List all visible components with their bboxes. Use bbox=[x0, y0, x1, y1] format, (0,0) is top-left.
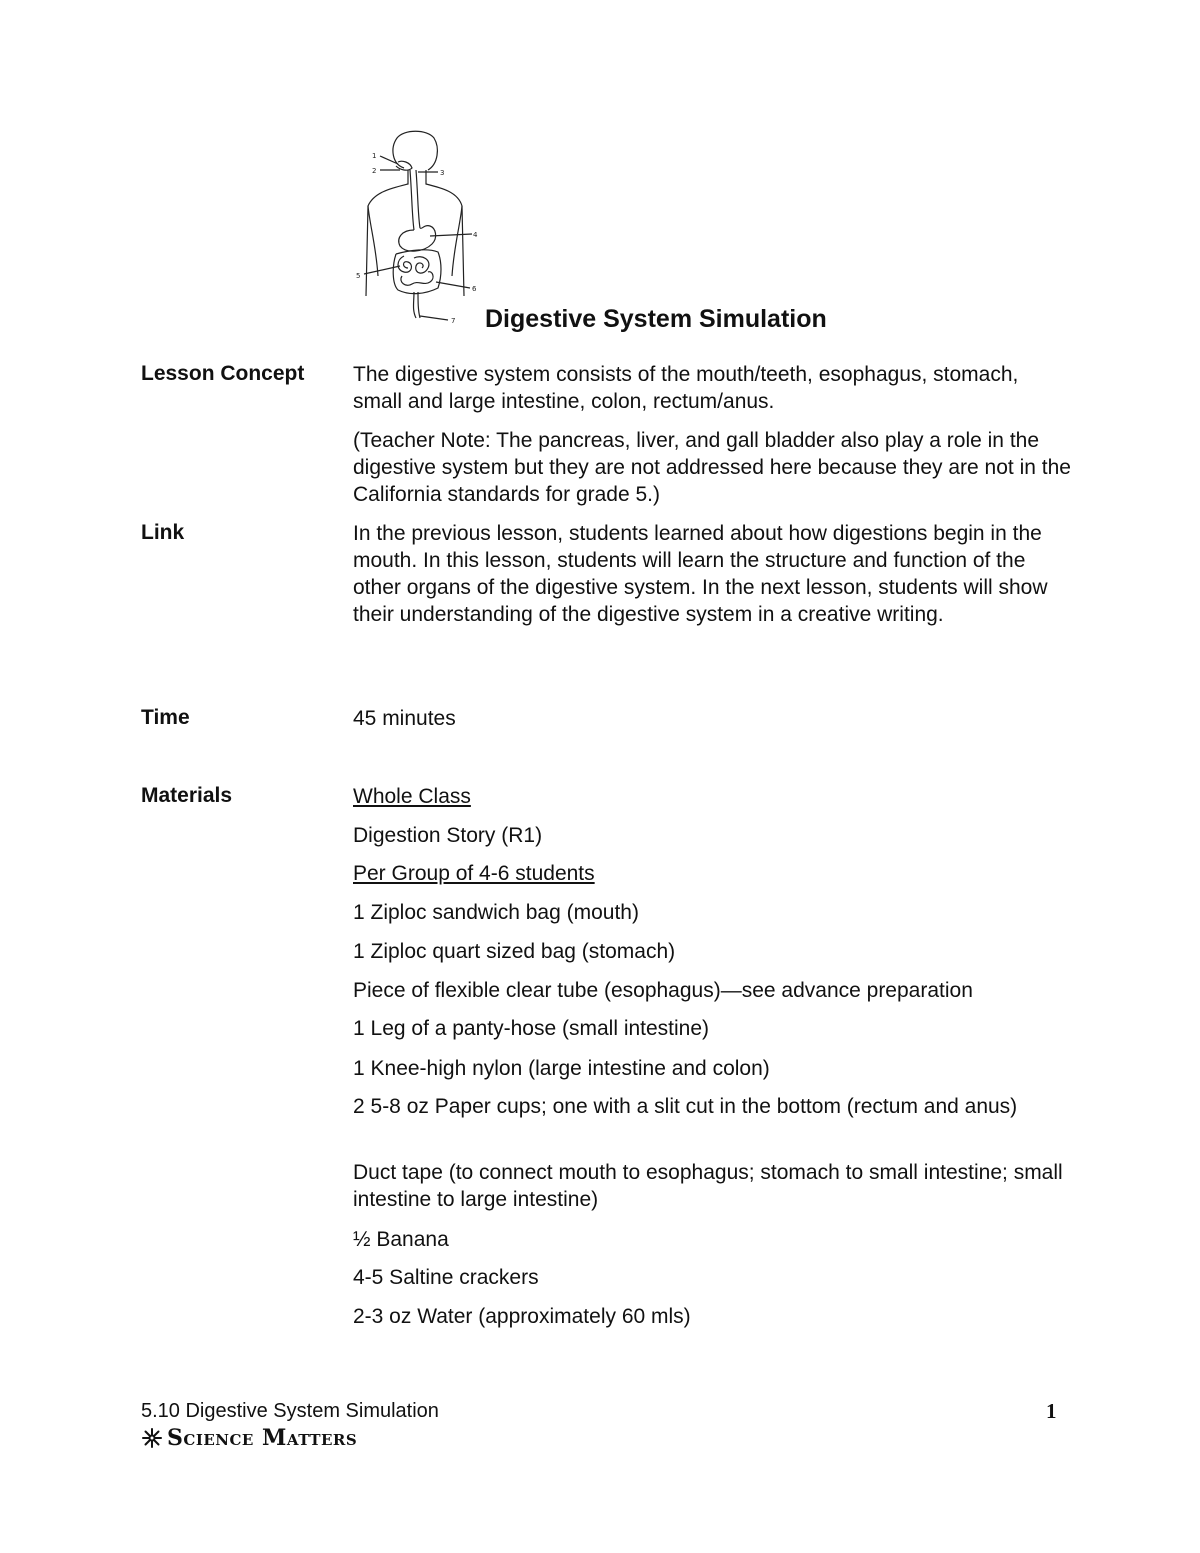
material-item: Digestion Story (R1) bbox=[353, 824, 543, 847]
lesson-concept-label: Lesson Concept bbox=[141, 362, 305, 385]
diagram-label: 2 bbox=[372, 167, 377, 175]
material-item: 1 Ziploc sandwich bag (mouth) bbox=[353, 901, 639, 924]
time-text: 45 minutes bbox=[353, 707, 456, 730]
material-item: ½ Banana bbox=[353, 1228, 449, 1251]
diagram-label: 6 bbox=[472, 285, 477, 293]
diagram-label: 3 bbox=[440, 169, 445, 177]
digestive-system-illustration bbox=[352, 126, 482, 326]
diagram-label: 4 bbox=[473, 231, 478, 239]
diagram-label: 7 bbox=[451, 317, 456, 325]
material-item: Piece of flexible clear tube (esophagus)—see advance preparation bbox=[353, 979, 973, 1002]
material-item: Duct tape (to connect mouth to esophagus; stomach to small intestine; small intestine to large intestine) bbox=[353, 1161, 1063, 1211]
materials-label: Materials bbox=[141, 784, 233, 807]
material-item: 2 5-8 oz Paper cups; one with a slit cut in the bottom (rectum and anus) bbox=[353, 1095, 1018, 1118]
link-text: In the previous lesson, students learned about how digestions begin in the mouth. In this lesson, students will learn the structure and function of the other organs of the digestive system. In the next lesson, students will show their understanding of the digestive system in a creative writing. bbox=[353, 522, 1048, 626]
diagram-label: 5 bbox=[356, 272, 361, 280]
asterisk-icon bbox=[141, 1427, 163, 1449]
material-item: 4-5 Saltine crackers bbox=[353, 1266, 539, 1289]
lesson-concept-text: The digestive system consists of the mouth/teeth, esophagus, stomach, small and large intestine, colon, rectum/anus. bbox=[353, 363, 1019, 413]
document-title: Digestive System Simulation bbox=[485, 305, 827, 333]
teacher-note-text: (Teacher Note: The pancreas, liver, and gall bladder also play a role in the digestive system but they are not addressed here because they are not in the California standards for grade 5.) bbox=[353, 429, 1071, 506]
link-label: Link bbox=[141, 521, 185, 544]
brand-name: Science Matters bbox=[167, 1425, 358, 1451]
material-item: 1 Ziploc quart sized bag (stomach) bbox=[353, 940, 676, 963]
footer-lesson-title: 5.10 Digestive System Simulation bbox=[141, 1400, 439, 1422]
material-item: 1 Knee-high nylon (large intestine and colon) bbox=[353, 1057, 770, 1080]
material-item: 1 Leg of a panty-hose (small intestine) bbox=[353, 1017, 710, 1040]
per-group-heading: Per Group of 4-6 students bbox=[353, 862, 595, 885]
page-number: 1 bbox=[1046, 1399, 1057, 1423]
material-item: 2-3 oz Water (approximately 60 mls) bbox=[353, 1305, 691, 1328]
whole-class-heading: Whole Class bbox=[353, 785, 471, 808]
diagram-label: 1 bbox=[372, 152, 377, 160]
science-matters-logo bbox=[141, 1425, 357, 1451]
time-label: Time bbox=[141, 706, 190, 729]
